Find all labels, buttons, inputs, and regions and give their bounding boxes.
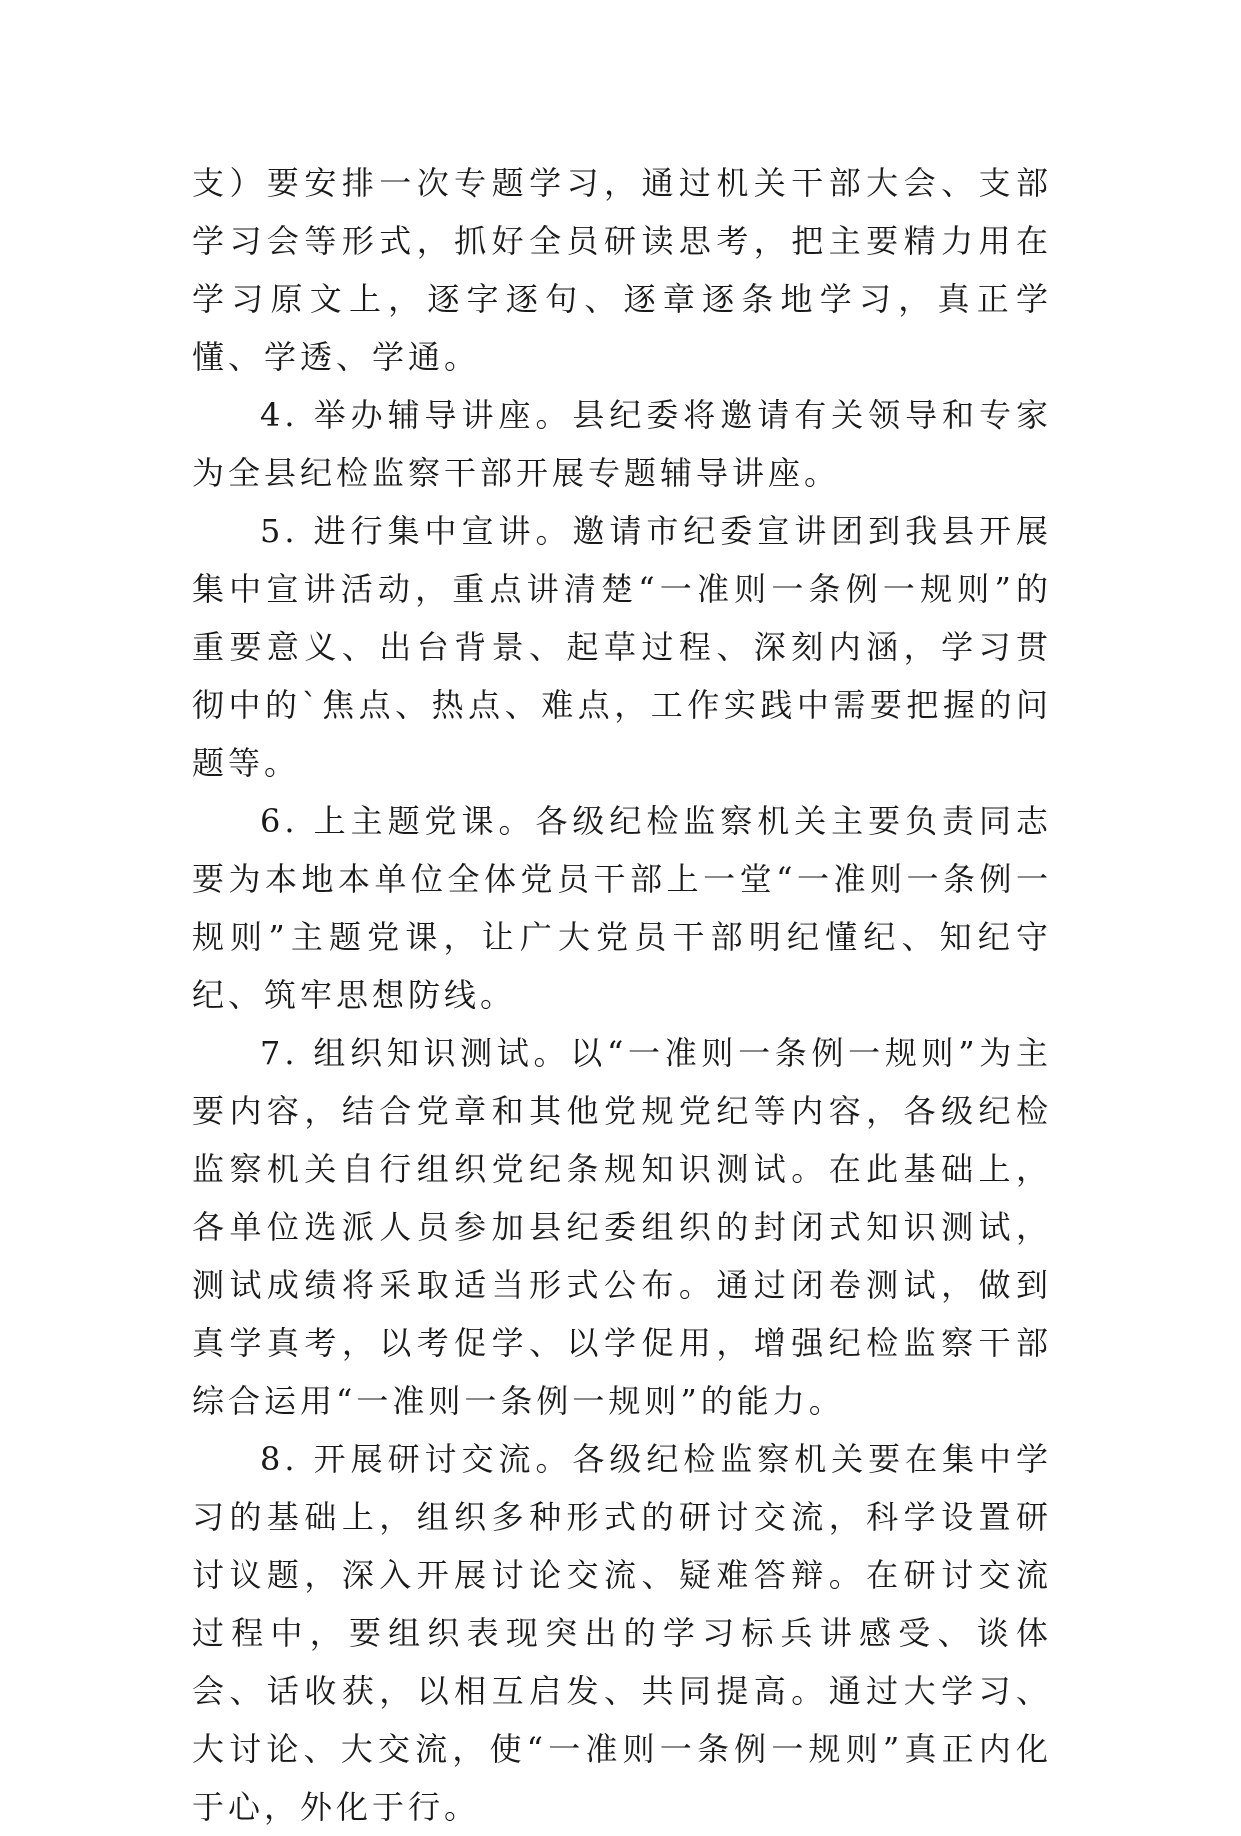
paragraph-item-4: 4. 举办辅导讲座。县纪委将邀请有关领导和专家为全县纪检监察干部开展专题辅导讲座。 bbox=[192, 396, 1052, 492]
paragraph-item-5: 5. 进行集中宣讲。邀请市纪委宣讲团到我县开展集中宣讲活动，重点讲清楚“一准则一条例一规则”的重要意义、出台背景、起草过程、深刻内涵，学习贯彻中的`焦点、热点、难点，工作实践中需要把握的问题等。 bbox=[192, 512, 1052, 782]
paragraph-item-6: 6. 上主题党课。各级纪检监察机关主要负责同志要为本地本单位全体党员干部上一堂“一准则一条例一规则”主题党课，让广大党员干部明纪懂纪、知纪守纪、筑牢思想防线。 bbox=[192, 802, 1052, 1014]
paragraph-item-7: 7. 组织知识测试。以“一准则一条例一规则”为主要内容，结合党章和其他党规党纪等内容，各级纪检监察机关自行组织党纪条规知识测试。在此基础上，各单位选派人员参加县纪委组织的封闭式知识测试，测试成绩将采取适当形式公布。通过闭卷测试，做到真学真考，以考促学、以学促用，增强纪检监察干部综合运用“一准则一条例一规则”的能力。 bbox=[192, 1034, 1052, 1420]
paragraph-continued: 支）要安排一次专题学习，通过机关干部大会、支部学习会等形式，抓好全员研读思考，把主要精力用在学习原文上，逐字逐句、逐章逐条地学习，真正学懂、学透、学通。 bbox=[192, 164, 1052, 376]
document-body bbox=[192, 154, 1052, 1836]
paragraph-item-8: 8. 开展研讨交流。各级纪检监察机关要在集中学习的基础上，组织多种形式的研讨交流，科学设置研讨议题，深入开展讨论交流、疑难答辩。在研讨交流过程中，要组织表现突出的学习标兵讲感受、谈体会、话收获，以相互启发、共同提高。通过大学习、大讨论、大交流，使“一准则一条例一规则”真正内化于心，外化于行。 bbox=[192, 1440, 1052, 1826]
